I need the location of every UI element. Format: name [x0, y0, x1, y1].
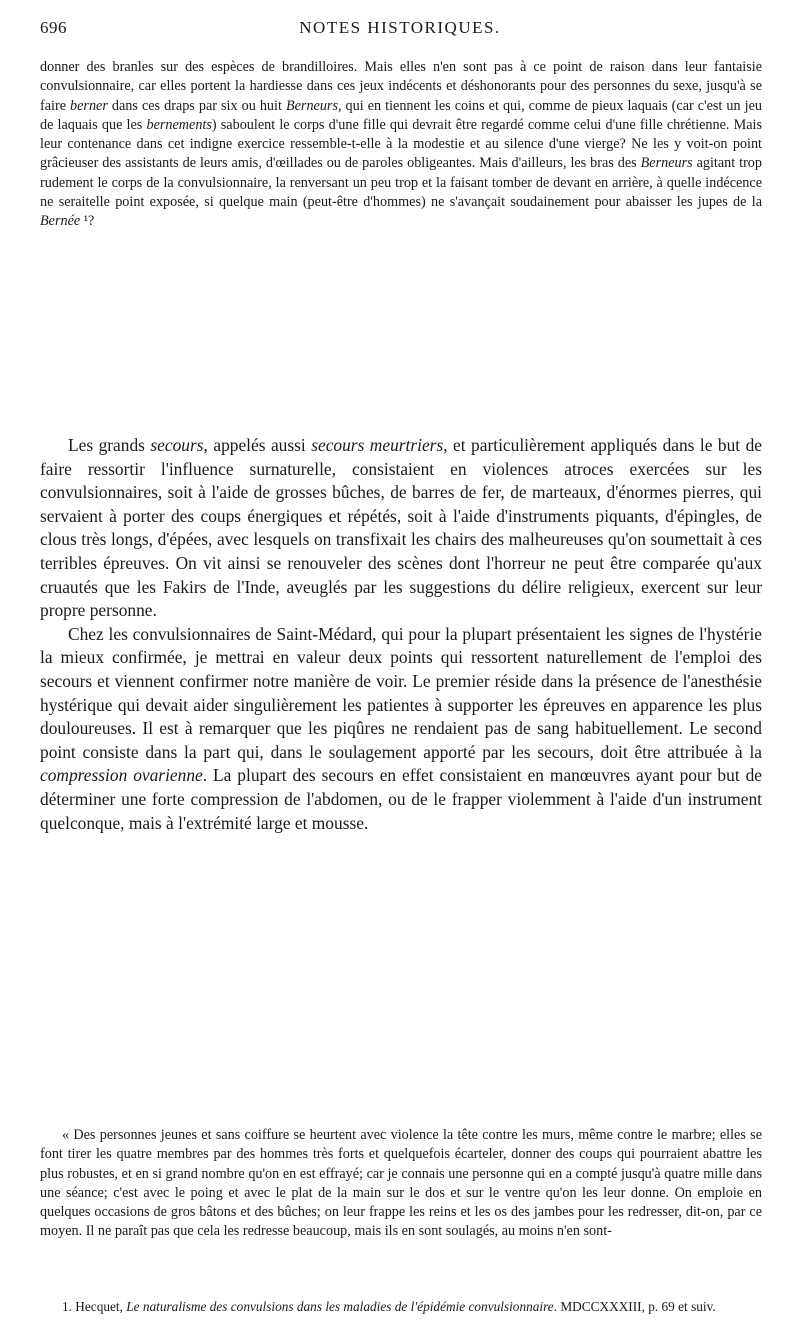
- emphasis-bernements: bernements: [146, 116, 212, 133]
- emphasis-compression-ovarienne: compression ovarienne: [40, 765, 203, 786]
- emphasis-secours: secours: [150, 435, 204, 455]
- block-quote: « Des personnes jeunes et sans coiffure se heurtent avec violence la tête contre les murs, même contre le marbre; elles se font tirer les quatre membres par des hommes très forts et quelquefois écarteler, donner des coups qui pourraient abattre les plus robustes, et en si grand nombre qu'on en est effrayé; car je connais une personne qui en a compté jusqu'à quatre mille dans une séance; c'est avec le poing et avec le plat de la main sur le dos et sur le ventre qu'on les leur donne. On emploie en quelques occasions de gros bâtons et des bûches; on leur frappe les reins et les os des jambes pour les redresser, dit-on, par ce moyen. Il ne paraît pas que cela les redresse beaucoup, mais ils en sont soulagés, au moins n'en sont-: [40, 1127, 762, 1240]
- emphasis-berner: berner: [70, 97, 108, 114]
- running-title: NOTES HISTORIQUES.: [299, 18, 501, 37]
- footnote-title: Le naturalisme des convulsions dans les maladies de l'épidémie convulsionnaire: [126, 1299, 554, 1315]
- emphasis-secours-meurtriers: secours meurtriers: [311, 435, 444, 455]
- footnote: 1. Hecquet, Le naturalisme des convulsions dans les maladies de l'épidémie convulsionnaire. MDCCXXXIII, p. 69 et suiv.: [62, 1299, 716, 1315]
- emphasis-berneurs: Berneurs: [285, 97, 338, 114]
- page-number: 696: [40, 18, 67, 37]
- paragraph-saint-medard: Chez les convulsionnaires de Saint-Médard, qui pour la plupart présentaient les signes de l'hystérie la mieux confirmée, je mettrai en valeur deux points qui ressortent naturellement de l'emploi des secours et viennent confirmer notre manière de voir. Le premier réside dans la présence de l'anesthésie hystérique qui devait aider singulièrement les patientes à supporter les épreuves en apparence les plus douloureuses. Il est à remarquer que les piqûres ne rendaient pas de sang habituellement. Le second point consiste dans la part qui, dans le soulagement apporté par les secours, doit être attribuée à la compression ovarienne. La plupart des secours en effet consistaient en manœuvres ayant pour but de déterminer une forte compression de l'abdomen, ou de le frapper violemment à l'aide d'un instrument quelconque, mais à l'extrémité large et mousse.: [40, 623, 762, 833]
- main-text: [40, 434, 762, 835]
- page-header: [40, 18, 760, 38]
- emphasis-bernee: Bernée: [40, 213, 81, 230]
- paragraph-bernement: donner des branles sur des espèces de brandilloires. Mais elles n'en sont pas à ce point de raison dans leur fantaisie convulsionnaire, car elles portent la hardiesse dans ces jeux indécents et déshonorants pour des personnes du sexe, jusqu'à se faire berner dans ces draps par six ou huit Berneurs, qui en tiennent les coins et qui, comme de pieux laquais (car c'est un jeu de laquais que les bernements) saboulent le corps d'une fille qui devrait être regardé comme celui d'une fille chrétienne. Mais leur contenance dans cet indigne exercice ressemble-t-elle à la modestie et au silence d'une vierge? Ne les y voit-on point grâcieuser des assistants de leurs amis, d'œillades ou de paroles obligeantes. Mais d'ailleurs, les bras des Berneurs agitant trop rudement le corps de la convulsionnaire, la renversant un peu trop et la faisant tomber de devant en arrière, à quelle indécence ne seraitelle point exposée, si quelque main (peut-être d'hommes) ne s'avançait soudainement pour abaisser les jupes de la Bernée ¹?: [40, 59, 763, 230]
- emphasis-berneurs-2: Berneurs: [640, 155, 693, 172]
- paragraph-grands-secours: Les grands secours, appelés aussi secours meurtriers, et particulièrement appliqués dans le but de faire ressortir l'influence surnaturelle, consistaient en violences atroces exercées sur les convulsionnaires, soit à l'aide de grosses bûches, de barres de fer, de marteaux, d'énormes pierres, qui servaient à porter des coups énergiques et répétés, soit à l'aide d'instruments piquants, d'épingles, de clous très longs, d'épées, avec lesquels on transfixait les chairs des malheureuses qu'on soumettait à ces terribles épreuves. On vit ainsi se renouveler des scènes dont l'horreur ne peut être comparée qu'aux cruautés que les Fakirs de l'Inde, aveuglés par les suggestions du délire religieux, exercent sur leur propre personne.: [40, 435, 763, 621]
